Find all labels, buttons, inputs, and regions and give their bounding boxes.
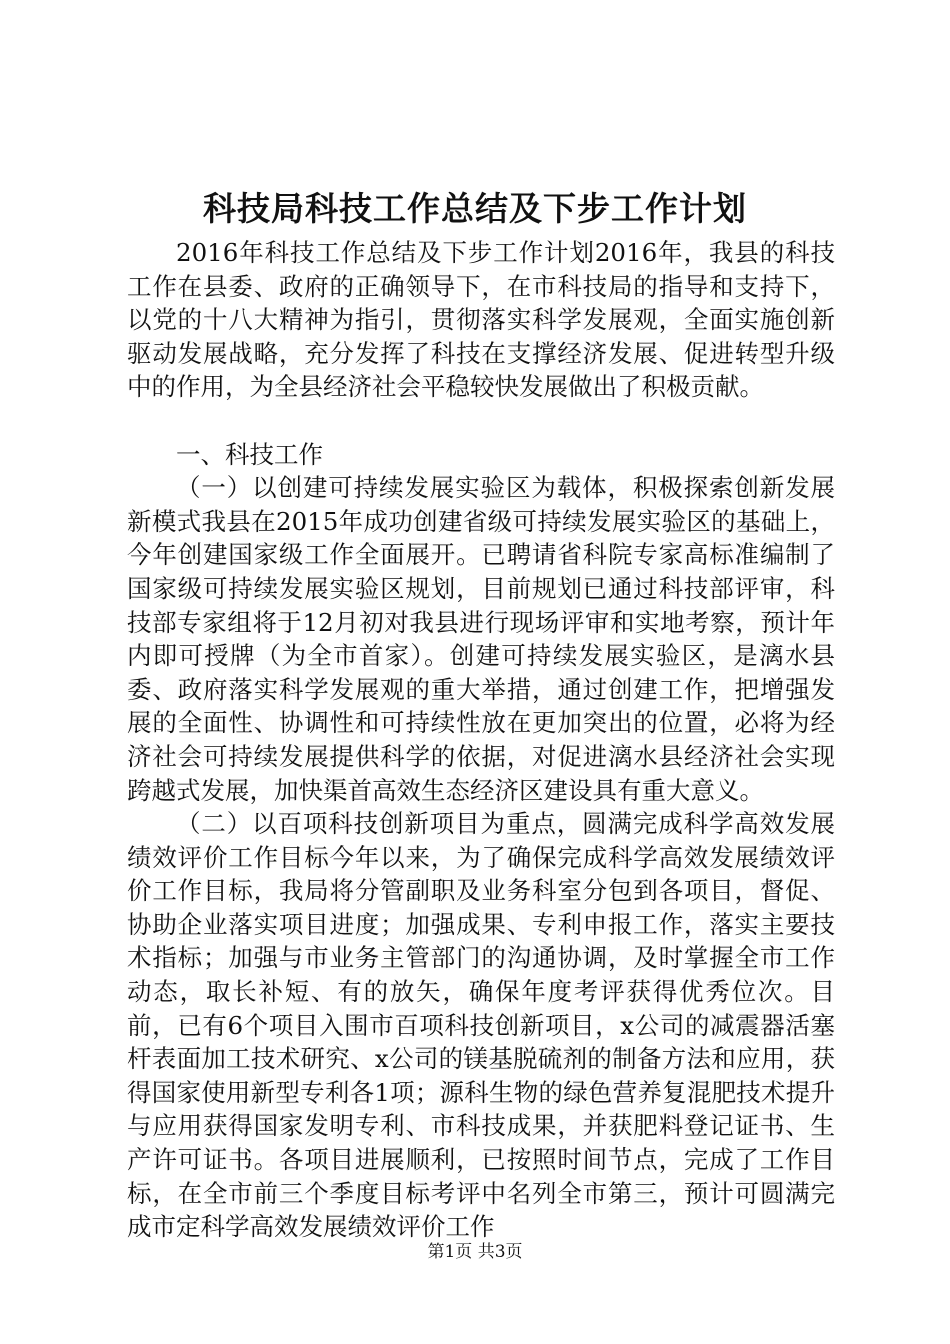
page-number-footer: 第1页 共3页 [427,1242,523,1262]
document-body [127,236,835,1244]
section-heading: 一、科技工作 [176,439,323,469]
document-title: 科技局科技工作总结及下步工作计划 [203,189,747,228]
item-two-paragraph: （二）以百项科技创新项目为重点，圆满完成科学高效发展绩效评价工作目标今年以来，为了确保完成科学高效发展绩效评价工作目标，我局将分管副职及业务科室分包到各项目，督促、协助企业落实项目进度；加强成果、专利申报工作，落实主要技术指标；加强与市业务主管部门的沟通协调，及时掌握全市工作动态，取长补短、有的放矢，确保年度考评获得优秀位次。目前，已有6个项目入围市百项科技创新项目，x公司的减震器活塞杆表面加工技术研究、x公司的镁基脱硫剂的制备方法和应用，获得国家使用新型专利各1项；源科生物的绿色营养复混肥技术提升与应用获得国家发明专利、市科技成果，并获肥料登记证书、生产许可证书。各项目进展顺利，已按照时间节点，完成了工作目标，在全市前三个季度目标考评中名列全市第三，预计可圆满完成市定科学高效发展绩效评价工作 [127,809,835,1242]
item-one-paragraph: （一）以创建可持续发展实验区为载体，积极探索创新发展新模式我县在2015年成功创建省级可持续发展实验区的基础上，今年创建国家级工作全面展开。已聘请省科院专家高标准编制了国家级可持续发展实验区规划，目前规划已通过科技部评审，科技部专家组将于12月初对我县进行现场评审和实地考察，预计年内即可授牌（为全市首家）。创建可持续发展实验区，是漓水县委、政府落实科学发展观的重大举措，通过创建工作，把增强发展的全面性、协调性和可持续性放在更加突出的位置，必将为经济社会可持续发展提供科学的依据，对促进漓水县经济社会实现跨越式发展，加快渠首高效生态经济区建设具有重大意义。 [127,473,835,805]
paragraph-spacer [127,404,835,438]
intro-paragraph: 2016年科技工作总结及下步工作计划2016年，我县的科技工作在县委、政府的正确领导下，在市科技局的指导和支持下，以党的十八大精神为指引，贯彻落实科学发展观，全面实施创新驱动发展战略，充分发挥了科技在支撑经济发展、促进转型升级中的作用，为全县经济社会平稳较快发展做出了积极贡献。 [127,238,835,402]
